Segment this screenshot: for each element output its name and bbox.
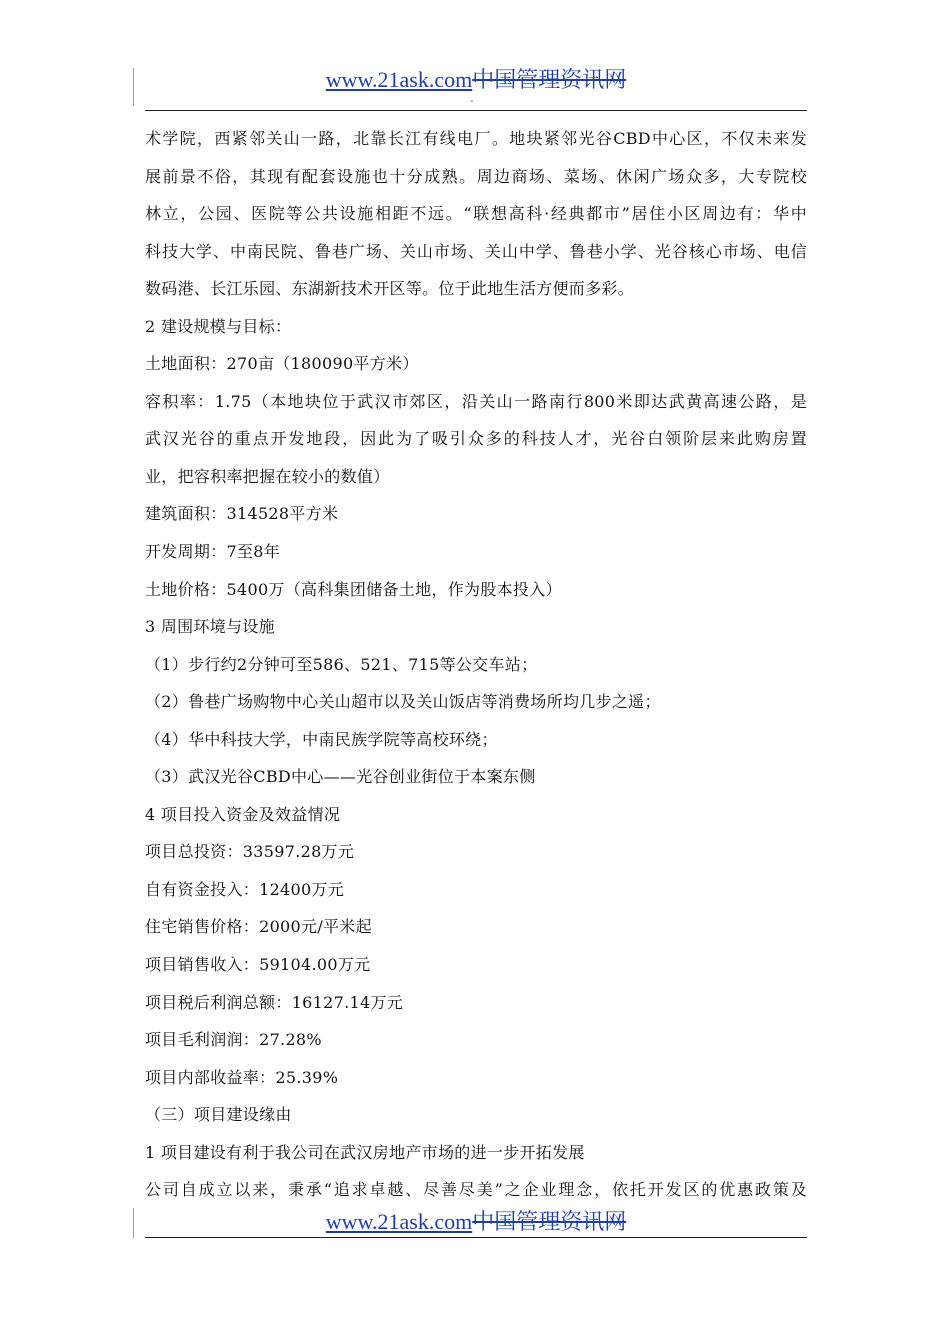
- list-item: （3）武汉光谷CBD中心——光谷创业街位于本案东侧: [145, 767, 536, 787]
- body-line: 数码港、长江乐园、东湖新技术开区等。位于此地生活方便而多彩。: [145, 279, 635, 299]
- header-site-name: 中国管理资讯网: [472, 67, 627, 92]
- body-line: 住宅销售价格：2000元/平米起: [145, 917, 372, 937]
- body-line: 术学院，西紧邻关山一路，北靠长江有线电厂。地块紧邻光谷CBD中心区，不仅未来发: [145, 129, 807, 148]
- footer-rule: [145, 1237, 807, 1238]
- header-dash: -: [470, 96, 474, 107]
- body-line: 开发周期：7至8年: [145, 542, 281, 562]
- body-line: 科技大学、中南民院、鲁巷广场、关山市场、关山中学、鲁巷小学、光谷核心市场、电信: [145, 241, 807, 261]
- document-body: [145, 120, 807, 1209]
- footer-site-link[interactable]: www.21ask.com: [325, 1209, 473, 1234]
- section-heading: （三）项目建设缘由: [145, 1105, 292, 1125]
- list-item: （4）华中科技大学，中南民族学院等高校环绕；: [145, 729, 498, 749]
- body-line: 土地面积：270亩（180090平方米）: [145, 354, 419, 374]
- footer-site-name: 中国管理资讯网: [472, 1209, 627, 1234]
- body-line: 林立，公园、医院等公共设施相距不远。“联想高科·经典都市”居住小区周边有：华中: [145, 204, 807, 224]
- section-heading: 4 项目投入资金及效益情况: [145, 804, 341, 824]
- section-heading: 1 项目建设有利于我公司在武汉房地产市场的进一步开拓发展: [145, 1142, 585, 1162]
- body-line: 建筑面积：314528平方米: [145, 504, 339, 524]
- body-line: 展前景不俗，其现有配套设施也十分成熟。周边商场、菜场、休闲广场众多，大专院校: [145, 166, 807, 186]
- body-line: 武汉光谷的重点开发地段，因此为了吸引众多的科技人才，光谷白领阶层来此购房置: [145, 429, 807, 449]
- section-heading: 2 建设规模与目标：: [145, 316, 292, 336]
- left-margin-mark: [133, 68, 134, 106]
- body-line: 容积率：1.75（本地块位于武汉市郊区，沿关山一路南行800米即达武黄高速公路，是: [145, 391, 807, 411]
- section-heading: 3 周围环境与设施: [145, 617, 275, 637]
- body-line: 项目内部收益率：25.39%: [145, 1067, 339, 1087]
- body-line: 土地价格：5400万（高科集团储备土地，作为股本投入）: [145, 579, 562, 599]
- left-margin-mark: [133, 1208, 134, 1238]
- body-line: 项目总投资：33597.28万元: [145, 842, 355, 862]
- list-item: （2）鲁巷广场购物中心关山超市以及关山饭店等消费场所均几步之遥；: [145, 692, 661, 712]
- body-line: 自有资金投入：12400万元: [145, 879, 345, 899]
- header-rule: [145, 110, 807, 111]
- body-line: 公司自成立以来，秉承“追求卓越、尽善尽美”之企业理念，依托开发区的优惠政策及: [145, 1180, 807, 1200]
- body-line: 项目毛利润润：27.28%: [145, 1030, 322, 1050]
- body-line: 业，把容积率把握在较小的数值）: [145, 466, 390, 486]
- body-line: 项目销售收入：59104.00万元: [145, 955, 371, 975]
- header-site-link[interactable]: www.21ask.com: [325, 67, 473, 92]
- body-line: 项目税后利润总额：16127.14万元: [145, 992, 404, 1012]
- list-item: （1）步行约2分钟可至586、521、715等公交车站；: [145, 654, 538, 674]
- page-footer: [145, 1208, 807, 1236]
- page-header: [145, 66, 807, 94]
